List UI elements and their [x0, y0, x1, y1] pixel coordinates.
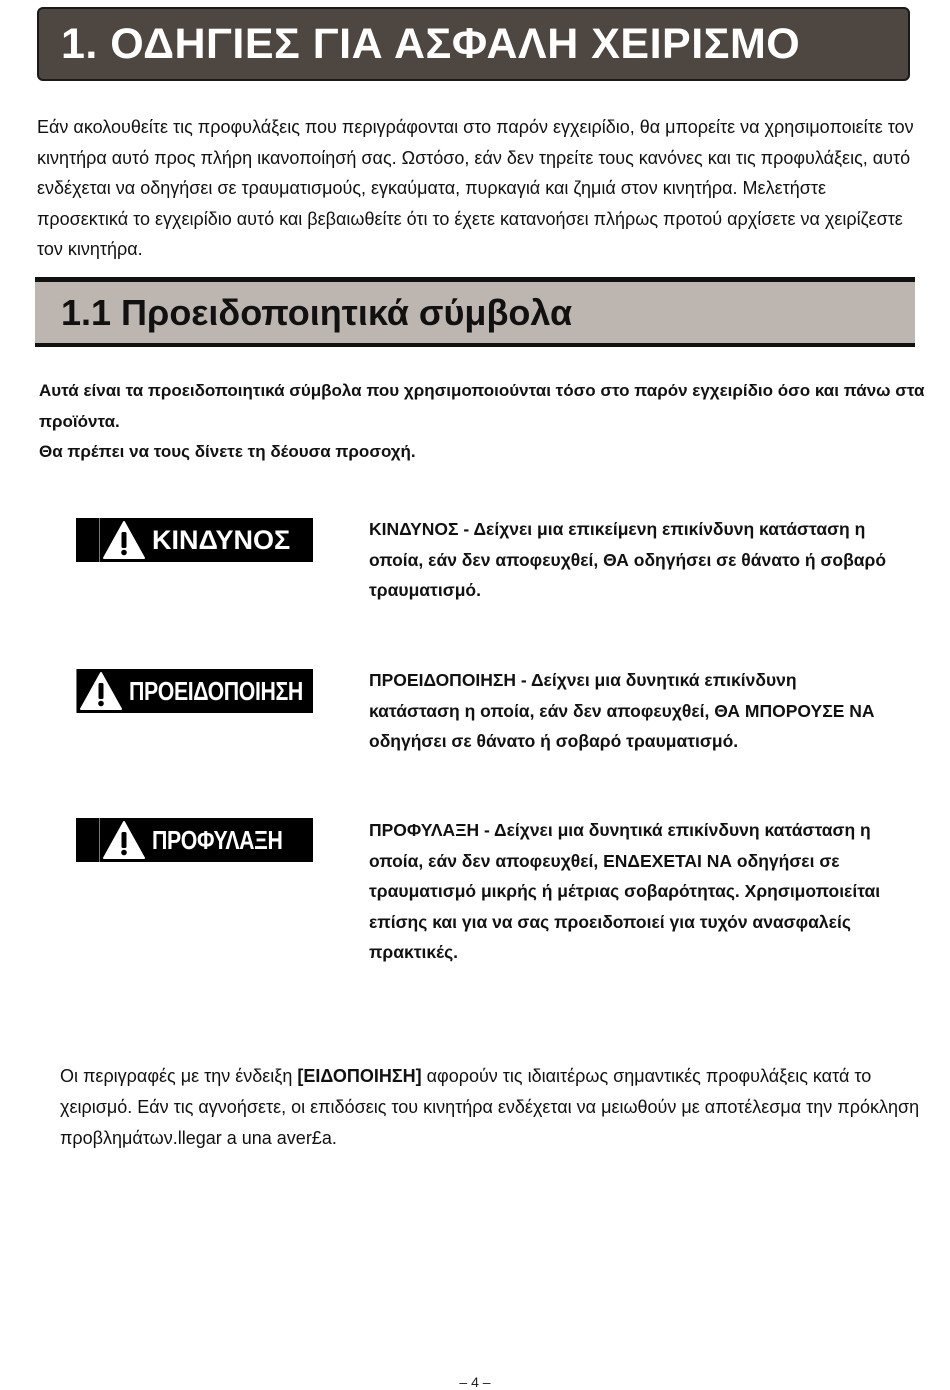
danger-badge	[76, 518, 313, 562]
danger-label: ΚΙΝΔΥΝΟΣ	[152, 524, 291, 555]
warning-triangle-icon	[102, 820, 146, 860]
danger-description: ΚΙΝΔΥΝΟΣ - Δείχνει μια επικείμενη επικίνδυνη κατάσταση η οποία, εάν δεν αποφευχθεί, ΘΑ οδηγήσει σε θάνατο ή σοβαρό τραυματισμό.	[369, 519, 887, 600]
title-banner	[37, 7, 910, 81]
notice-suffix: αφορούν τις ιδιαιτέρως σημαντικές προφυλάξεις κατά το χειρισμό. Εάν τις αγνοήσετε, οι επιδόσεις του κινητήρα ενδέχεται να μειωθούν με αποτέλεσμα την πρόκληση προβλημάτων.llegar a una aver£a.	[60, 1066, 920, 1148]
notice-keyword: [ΕΙΔΟΠΟΙΗΣΗ]	[297, 1066, 422, 1086]
page-title: 1. ΟΔΗΓΙΕΣ ΓΙΑ ΑΣΦΑΛΗ ΧΕΙΡΙΣΜΟ	[61, 20, 801, 68]
page-number: – 4 –	[459, 1374, 491, 1390]
warning-triangle-icon	[102, 520, 146, 560]
badge-gap	[76, 818, 100, 862]
section-banner	[35, 277, 915, 347]
warning-triangle-icon	[79, 671, 123, 711]
notice-prefix: Οι περιγραφές με την ένδειξη	[60, 1066, 298, 1086]
lead-line-1: Αυτά είναι τα προειδοποιητικά σύμβολα που χρησιμοποιούνται τόσο στο παρόν εγχειρίδιο όσο και πάνω στα προϊόντα.	[39, 381, 925, 431]
caution-badge	[76, 818, 313, 862]
badge-gap	[76, 518, 100, 562]
lead-line-2: Θα πρέπει να τους δίνετε τη δέουσα προσοχή.	[39, 442, 416, 461]
warning-badge	[76, 669, 313, 713]
caution-description: ΠΡΟΦΥΛΑΞΗ - Δείχνει μια δυνητικά επικίνδυνη κατάσταση η οποία, εάν δεν αποφευχθεί, ΕΝΔΕΧΕΤΑΙ ΝΑ οδηγήσει σε τραυματισμό μικρής ή μέτριας σοβαρότητας. Χρησιμοποιείται επίσης και για να σας προειδοποιεί για τυχόν ανασφαλείς πρακτικές.	[369, 820, 881, 962]
notice-paragraph	[60, 1061, 920, 1154]
caution-label: ΠΡΟΦΥΛΑΞΗ	[152, 824, 283, 855]
intro-paragraph: Εάν ακολουθείτε τις προφυλάξεις που περιγράφονται στο παρόν εγχειρίδιο, θα μπορείτε να χρησιμοποιείτε τον κινητήρα αυτό προς πλήρη ικανοποίησή σας. Ωστόσο, εάν δεν τηρείτε τους κανόνες και τις προφυλάξεις, αυτό ενδέχεται να οδηγήσει σε τραυματισμούς, εγκαύματα, πυρκαγιά και ζημιά στον κινητήρα. Μελετήστε προσεκτικά το εγχειρίδιο αυτό και βεβαιωθείτε ότι το έχετε κατανοήσει πλήρως προτού αρχίσετε να χειρίζεστε τον κινητήρα.	[37, 117, 914, 259]
warning-description: ΠΡΟΕΙΔΟΠΟΙΗΣΗ - Δείχνει μια δυνητικά επικίνδυνη κατάσταση η οποία, εάν δεν αποφευχθεί, ΘΑ ΜΠΟΡΟΥΣΕ ΝΑ οδηγήσει σε θάνατο ή σοβαρό τραυματισμό.	[369, 670, 875, 751]
warning-label: ΠΡΟΕΙΔΟΠΟΙΗΣΗ	[129, 675, 303, 706]
badge-gap	[76, 669, 77, 713]
section-title: 1.1 Προειδοποιητικά σύμβολα	[61, 292, 573, 333]
section-lead	[39, 376, 929, 468]
